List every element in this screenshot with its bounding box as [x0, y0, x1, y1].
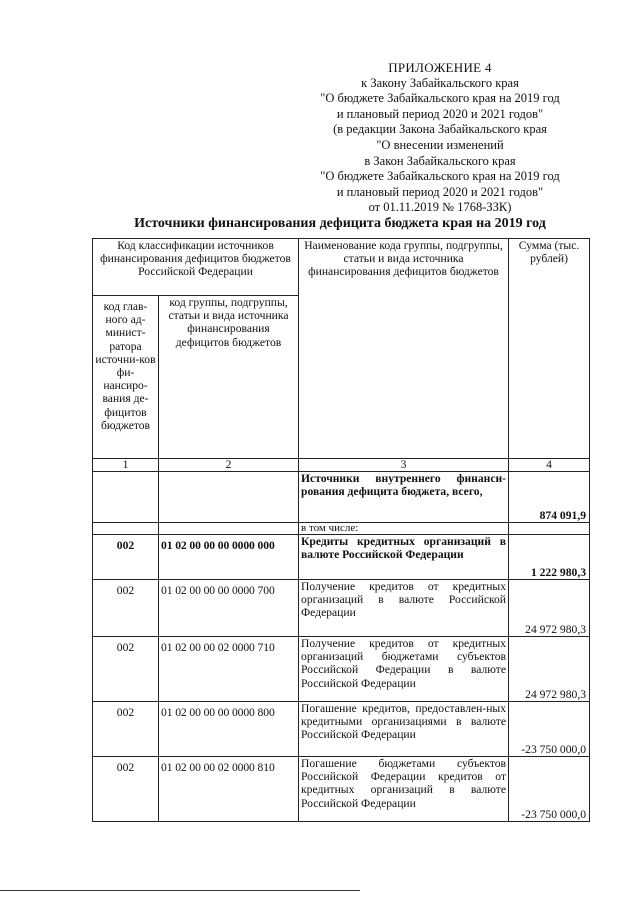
- header-line: в Закон Забайкальского края: [364, 153, 516, 168]
- group-code-column-header: код группы, подгруппы, статьи и вида источника финансирования дефицитов бюджетов: [159, 296, 299, 459]
- header-line: "О внесении изменений: [376, 137, 504, 152]
- row-sum: -23 750 000,0: [509, 757, 590, 822]
- name-column-header: Наименование кода группы, подгруппы, статьи и вида источника финансирования дефицитов бюджетов: [299, 239, 509, 459]
- row-admin-code: 002: [93, 580, 159, 637]
- row-sum: 24 972 980,3: [509, 580, 590, 637]
- header-line: и плановый период 2020 и 2021 годов": [336, 184, 544, 199]
- row-classification-code: 01 02 00 00 00 0000 000: [159, 535, 299, 580]
- row-sum: 1 222 980,3: [509, 535, 590, 580]
- row-admin-code: 002: [93, 757, 159, 822]
- row-sum: 874 091,9: [509, 472, 590, 523]
- row-name: Источники внутреннего финанси-рования дефицита бюджета, всего,: [299, 472, 509, 523]
- table-row: [93, 535, 590, 580]
- table-row: [93, 637, 590, 702]
- row-name: Получение кредитов от кредитных организаций в валюте Российской Федерации: [299, 580, 509, 637]
- row-name: Погашение бюджетами субъектов Российской Федерации кредитов от кредитных организаций в валюте Российской Федерации: [299, 757, 509, 822]
- financing-sources-table: [92, 238, 590, 822]
- table-header-row: [93, 239, 590, 296]
- row-classification-code: 01 02 00 00 00 0000 700: [159, 580, 299, 637]
- row-name: Кредиты кредитных организаций в валюте Российской Федерации: [299, 535, 509, 580]
- header-line: к Закону Забайкальского края: [361, 75, 519, 90]
- row-name: Погашение кредитов, предоставлен-ных кредитными организациями в валюте Российской Федерации: [299, 702, 509, 757]
- header-line: от 01.11.2019 № 1768-ЗЗК): [368, 200, 512, 215]
- table-row-including: [93, 523, 590, 535]
- including-label: в том числе:: [299, 523, 509, 535]
- row-admin-code: 002: [93, 535, 159, 580]
- row-classification-code: 01 02 00 00 02 0000 810: [159, 757, 299, 822]
- admin-code-column-header: код глав-ного ад-минист-ратора источни-ков фи-нансиро-вания де-фицитов бюджетов: [93, 296, 159, 459]
- column-number-row: [93, 459, 590, 472]
- sum-column-header: Сумма (тыс. рублей): [509, 239, 590, 459]
- document-title: Источники финансирования дефицита бюджета края на 2019 год: [134, 216, 546, 231]
- row-sum: 24 972 980,3: [509, 637, 590, 702]
- header-line: и плановый период 2020 и 2021 годов": [336, 106, 544, 121]
- column-number: 1: [93, 459, 159, 472]
- column-number: 2: [159, 459, 299, 472]
- row-classification-code: 01 02 00 00 00 0000 800: [159, 702, 299, 757]
- table-row: [93, 580, 590, 637]
- row-admin-code: 002: [93, 637, 159, 702]
- table-row-total: [93, 472, 590, 523]
- row-classification-code: 01 02 00 00 02 0000 710: [159, 637, 299, 702]
- row-name: Получение кредитов от кредитных организаций бюджетами субъектов Российской Федерации в валюте Российской Федерации: [299, 637, 509, 702]
- column-number: 3: [299, 459, 509, 472]
- header-line: (в редакции Закона Забайкальского края: [333, 122, 547, 137]
- page-footer-line: [0, 890, 360, 891]
- table-row: [93, 757, 590, 822]
- row-sum: -23 750 000,0: [509, 702, 590, 757]
- table-row: [93, 702, 590, 757]
- row-admin-code: 002: [93, 702, 159, 757]
- header-line: "О бюджете Забайкальского края на 2019 год: [320, 169, 560, 184]
- appendix-header: [290, 60, 590, 216]
- header-line: "О бюджете Забайкальского края на 2019 год: [320, 91, 560, 106]
- classification-group-header: Код классификации источников финансирования дефицитов бюджетов Российской Федерации: [93, 239, 299, 296]
- column-number: 4: [509, 459, 590, 472]
- appendix-number: ПРИЛОЖЕНИЕ 4: [388, 60, 492, 75]
